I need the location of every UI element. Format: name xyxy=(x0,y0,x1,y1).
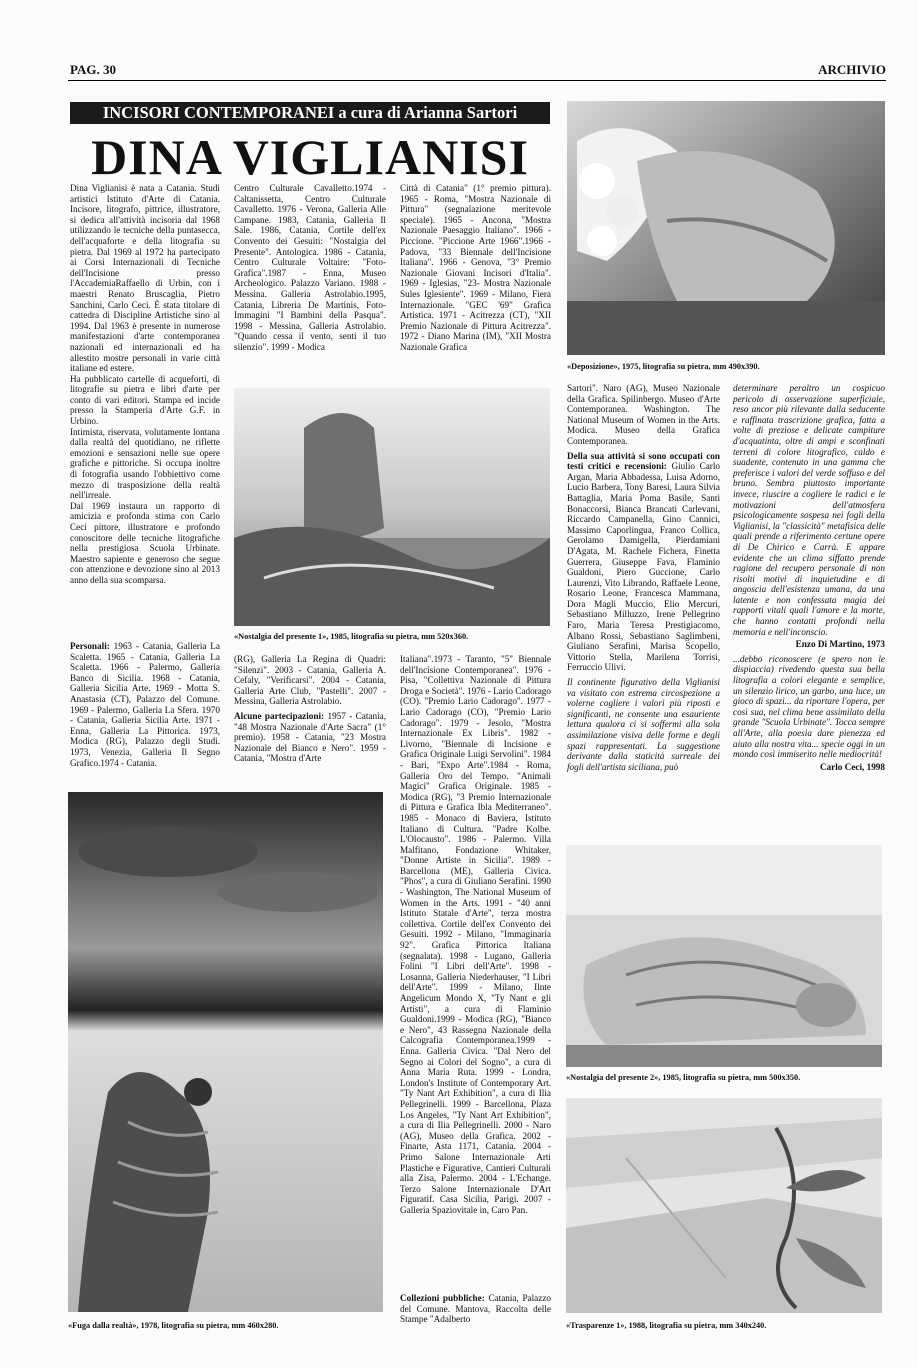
critic-quote-continued: determinare peraltro un cospicuo pericolo di osservazione superficiale, reso ancor più rilevante dalla seducente e raffinata trascrizione grafica, fatta a volte di preziose e delicate campiture d'acquatinta, oltre di ampi e sconfinati terreni di colore litografico, caldo e suadente, contenuto in una gamma che preferisce i valori del verde soffuso e del bruno. Sembra piuttosto importante invece, riuscire a cogliere le radici e le motivazioni dell'atmosfera psicologicamente sospesa nei fogli della Viglianisi, la "classicità" metafisica delle quali prende a riferimento certune opere di De Chirico e Carrà. E appare evidente che un clima siffatto prende ragione del recupero personale di non risolti motivi di inquietudine e di angoscia dell'esistenza umana, da una latente e non confessata magia dei rapporti vitali quali l'amore e la morte, che hanno contatti profondi nella memoria e nell'inconscio. xyxy=(733,383,885,637)
collezioni-text: Catania, Palazzo del Comune. Mantova, Raccolta delle Stampe "Adalberto xyxy=(400,1293,551,1325)
artwork-nostalgia-2 xyxy=(566,845,882,1067)
artwork-deposizione xyxy=(567,101,885,355)
caption-deposizione: «Deposizione», 1975, litografia su pietra, mm 490x390. xyxy=(567,362,760,371)
personali-section xyxy=(70,641,220,781)
caption-nostalgia-2: «Nostalgia del presente 2», 1985, litografia su pietra, mm 500x350. xyxy=(566,1073,801,1082)
critics-list: Giulio Carlo Argan, Maria Abbadessa, Luisa Adorno, Lucio Barbera, Tony Baresi, Laura Silvia Battaglia, Maria Poma Basile, Santi Bonaccorsi, Bianca Brancati Carlevani, Riccardo Campanella, Gino Cannici, Massimo Caporlingua, Franco Collica, Gerolamo Damigella, Pierdamiani D'Agata, M. Rachele Fichera, Finetta Guerrera, Giuseppe Fava, Flaminio Gualdoni, Piero Guccione, Carlo Laurenzi, Vito Librando, Raffaele Leone, Rosario Leone, Francesca Mammana, Dora Magli Muccio, Elio Mercuri, Sebastiano Milluzzo, Irene Pellegrino Faro, Maria Teresa Prestigiacomo, Albano Rossi, Sebastiano Saglimbeni, Giuliano Serafini, Marisa Scopello, Vittorio Stella, Marilena Torrisi, Ferruccio Ulivi. xyxy=(567,461,720,673)
partecipazioni-label: Alcune partecipazioni: xyxy=(234,710,325,721)
artwork-trasparenze-1 xyxy=(566,1098,882,1313)
personali-text: 1963 - Catania, Galleria La Scaletta. 1965 - Catania, Galleria La Scaletta. 1966 - Palermo, Galleria Banco di Sicilia. 1968 - Catania, Galleria Sicilia Arte. 1969 - Motta S. Anastasia (CT), Palazzo del Comune. 1969 - Palermo, Galleria La Sfera. 1970 - Catania, Galleria Sicilia Arte. 1971 - Enna, Galleria La Pittorica. 1973, Modica (RG), Palazzo degli Studi. 1973, Venezia, Galleria Il Segno Grafico.1974 - Catania. xyxy=(70,641,220,768)
bio-paragraph: Dina Viglianisi è nata a Catania. Studi artistici Istituto d'Arte di Catania. Incisore, litografo, pittrice, illustratore, si dedica all'attività incisoria dal 1968 utilizzando le tecniche della puntasecca, dell'acquaforte e della litografia su pietra. Dal 1969 al 1972 ha partecipato ai Corsi Internazionali di Tecniche dell'Incisione presso l'AccademiaRaffaello di Urbin, con i maestri Renato Bruscaglia, Pietro Sanchini, Carlo Ceci. È stata titolare di cattedra di Discipline Artistiche sino al 1994. Dal 1963 è presente in numerose manifestazioni d'arte contemporanea nazionali ed internazionali ed ha allestito mostre personali in varie città italiane ed estere. xyxy=(70,183,220,374)
caption-trasparenze-1: «Trasparenze 1», 1988, litografia su pietra, mm 340x240. xyxy=(566,1321,767,1330)
quote-signature: Carlo Ceci, 1998 xyxy=(819,761,885,772)
exhibitions-column-3 xyxy=(400,183,551,381)
personali-continued: (RG), Galleria La Regina di Quadri: "Silenzi". 2003 - Catania, Galleria A. Cefaly, "Verificarsi". 2004 - Catania, Galleria Arte Club, "Pastelli". 2007 - Messina, Galleria Astrolabio. xyxy=(234,654,386,707)
header-rule xyxy=(68,80,886,81)
exhibitions-long-column xyxy=(400,654,551,1286)
quote-signature: Enzo Di Martino, 1973 xyxy=(795,639,885,650)
critic-quote: Il continente figurativo della Viglianisi va visitato con estrema circospezione a volerne cogliere i valori più riposti e significanti, ne consente una esauriente lettura qualora ci si soffermi alla sola assimilazione visiva delle forme e degli spazi rappresentati. La suggestione derivante dalla staticità surreale dei fogli dell'artista siciliana, può xyxy=(567,677,720,772)
series-banner: INCISORI CONTEMPORANEI a cura di Arianna Sartori xyxy=(70,102,550,124)
exhibitions-column-2 xyxy=(234,183,386,381)
page-number: PAG. 30 xyxy=(70,62,116,77)
quotes-column xyxy=(733,383,885,838)
collezioni-section xyxy=(400,1293,551,1335)
caption-fuga: «Fuga dalla realtà», 1978, litografia su pietra, mm 460x280. xyxy=(68,1321,279,1330)
collections-continued: Sartori". Naro (AG), Museo Nazionale della Grafica. Spilinbergo. Museo d'Arte Contemporanea. Washington. The National Museum of Women in the Arts. Modica. Museo della Grafica Contemporanea. xyxy=(567,383,720,446)
critics-column xyxy=(567,383,720,833)
article-title: DINA VIGLIANISI xyxy=(91,129,529,185)
caption-nostalgia-1: «Nostalgia del presente 1», 1985, litografia su pietra, mm 520x360. xyxy=(234,632,469,641)
partecipazioni-section xyxy=(234,654,386,784)
exhibitions-text: Centro Culturale Cavalletto.1974 - Caltanissetta, Centro Culturale Cavalletto. 1976 - Verona, Galleria Alle Campane. 1983, Catania, Galleria Il Sale. 1986, Catania, Cortile dell'ex Convento dei Gesuiti: "Nostalgia del Presente". Antologica. 1986 - Catania, Centro Culturale Voltaire: "Foto-Grafica".1987 - Enna, Museo Archeologico. Palazzo Variano. 1988 - Messina. Galleria Astrolabio.1995, Catania, Libreria De Martinis, Foto-Immagini "I Bambini della Pasqua". 1998 - Messina, Galleria Astrolabio. "Quando cessa il vento, senti il tuo silenzio". 1999 - Modica xyxy=(234,183,386,352)
bio-column xyxy=(70,183,220,635)
bio-paragraph: Ha pubblicato cartelle di acqueforti, di litografie su pietra e libri d'arte per conto di vari editori. Stampa ed incide presso la Stamperia d'Arte G.F. in Urbino. xyxy=(70,373,220,427)
bio-paragraph: Dal 1969 instaura un rapporto di amicizia e profonda stima con Carlo Ceci pittore, illustratore e profondo conoscitore delle tecniche litografiche nella prestigiosa Scuola Urbinate. Maestro sapiente e generoso che segue con attenzione e devozione sino al 2013 anno della sua scomparsa. xyxy=(70,500,220,585)
partecipazioni-text: 1957 - Catania, "48 Mostra Nazionale d'Arte Sacra" (1° premio). 1958 - Catania, "23 Mostra Nazionale del Bianco e Nero". 1959 - Catania, "Mostra d'Arte xyxy=(234,710,386,764)
collezioni-label: Collezioni pubbliche: xyxy=(400,1293,485,1303)
exhibitions-text: Città di Catania" (1° premio pittura). 1965 - Roma, "Mostra Nazionale di Pittura" (segnalazione meritevole speciale). 1965 - Ancona, "Mostra Nazionale Paesaggio Italiano". 1966 - Piccione. "Piccione Arte 1966".1966 - Padova, "33 Biennale dell'Incisione Italiana". 1966 - Genova, "3° Premio Nazionale Giovani Incisori d'Italia". 1969 - Iglesias, "23- Mostra Nazionale Sules Iglesiente". 1969 - Milano, Fiera Internazionale. "GEC '69" Grafica Artistica. 1971 - Acitrezza (CT), "XII Premio Nazionale di Pittura Acitrezza". 1972 - Diano Marina (IM), "XII Mostra Nazionale Grafica xyxy=(400,183,551,352)
bio-paragraph: Intimista, riservata, volutamente lontana dalla realtà del quotidiano, ne riflette emozioni e sensazioni nelle sue opere grafiche e pittoriche. Si occupa inoltre di fotografia usando l'obbiettivo come mezzo di trasposizione della realtà nell'irreale. xyxy=(70,426,220,501)
exhibitions-text: Italiana".1973 - Taranto, "5" Biennale dell'Incisione Contemporanea". 1976 - Pisa, "Collettiva Nazionale di Pittura Droga e Società". 1976 - Lario Cadorago (CO). "Premio Lario Cadorago". 1977 - Lario Cadorago (CO), "Premio Lario Cadorago". 1979 - Jesolo, "Mostra Internazionale Ex Libris". 1982 - Livorno, "Biennale di Incisione e Grafica Originale Luigi Servolini". 1984 - Bari, "Expo Arte".1984 - Roma, Galleria Oro del Tempo. "Animali Magici" Grafica Originale. 1985 - Modica (RG), "3 Premio Internazionale di Pittura e Grafica Ibla Mediterraneo". 1985 - Monaco di Baviera, Istituto Italiano di Cultura. "Padre Kolbe. L'Olocausto". 1986 - Palermo. Villa Malfitano, Fondazione Whitaker, "Donne Artiste in Sicilia". 1989 - Barcellona (ME), Galleria Civica. "Phos", a cura di Giuliano Serafini. 1990 - Washington, The National Museum of Women in the Arts. 1991 - "40 anni Istituto Statale d'Arte", terza mostra collettiva. Cortile dell'ex Convento dei Gesuiti. 1992 - Milano, "Immaginaria 92". Grafica Pittorica Italiana (segnalata). 1998 - Lugano, Galleria Folini "I Libri dell'Arte". 1998 - Losanna, Galleria Niederhauser, "I Libri dell'Arte". 1999 - Milano, Ilnte Angelicum Mondo X, "Ty Nant e gli Artisti", a cura di Flaminio Gualdoni.1999 - Modica (RG), "Bianco e Nero", 43 Rassegna Nazionale della Calcografia Contemporanea.1999 - Enna. Galleria Civica. "Dal Nero del Segno ai Colori del Sogno", a cura di Anna Maria Ruta. 1999 - Londra, London's Institute of Contemporary Art. "Ty Nant Art Exhibition", a cura di Ilia Pellegrinelli. 1999 - Barcellona, Plaza Los Angeles, "Ty Nant Art Exhibition", a cura di Ilia Pellegrinelli. 2000 - Naro (AG), Museo della Grafica. 2002 - Finarte, Asta 1171, Catania. 2004 - Primo Salone Internazionale Arti Plastiche e Figurative, Cantieri Culturali alla Zisa, Palermo. 2004 - L'Echange. Terzo Salone Internazionale D'Art Figuratif. Casa Sicilia, Parigi. 2007 - Galleria Spaziovitale in, Caro Pan. xyxy=(400,654,551,1215)
carlo-ceci-quote: ...debbo riconoscere (e spero non le dispiaccia) rivedendo questa sua bella litografia a colori elegante e semplice, un silenzio lirico, un garbo, una luce, un gioco di spazi... da riportare l'opera, per così sua, nel clima bene assimilato della grande "Scuola Urbinate". Tocca sempre all'Arte, alla poesia dare pienezza ed aiuto alla nostra vita... specie oggi in un mondo così immiserito nelle mediocrità! xyxy=(733,653,885,760)
critics-label: Della sua attività si sono occupati con testi critici e recensioni: xyxy=(567,450,720,472)
section-name: ARCHIVIO xyxy=(818,62,886,77)
personali-label: Personali: xyxy=(70,641,110,651)
artwork-fuga-dalla-realta xyxy=(68,792,383,1312)
artwork-nostalgia-1 xyxy=(234,388,550,626)
